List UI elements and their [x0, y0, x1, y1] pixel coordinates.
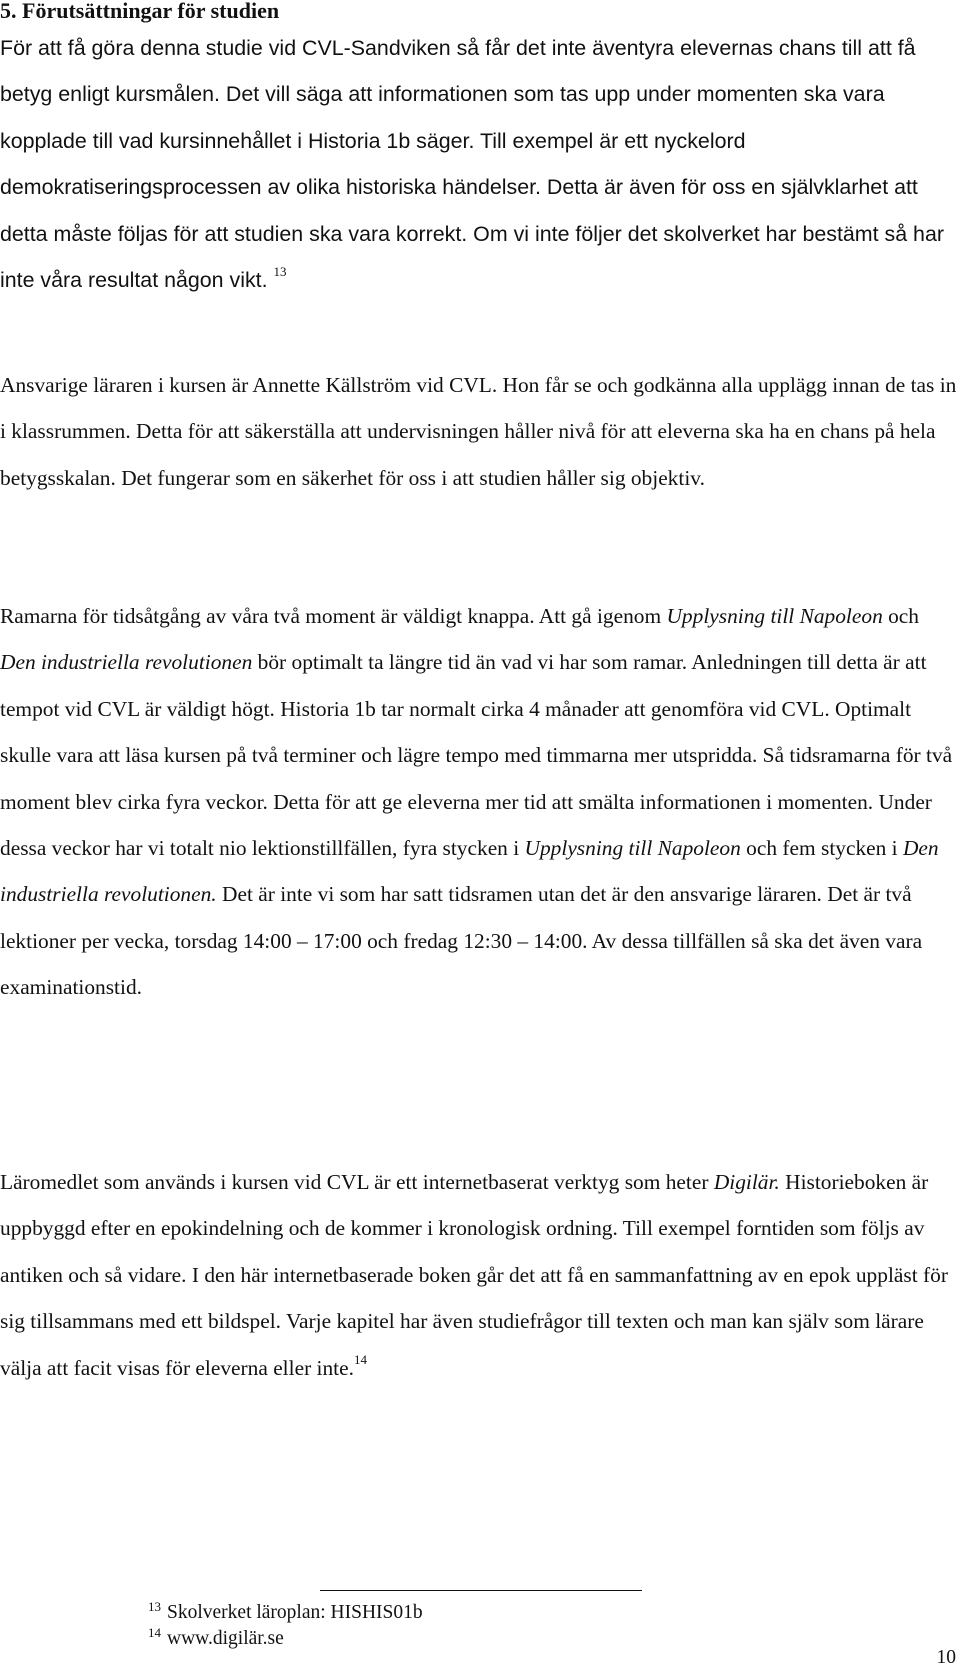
paragraph-text: Historieboken är uppbyggd efter en epokindelning och de kommer i kronologisk ordning. Till exempel forntiden som följs av antiken och så vidare. I den här internetbaserade boken går det att få en sammanfattning av en epok uppläst för sig tillsammans med ett bildspel. Varje kapitel har även studiefrågor till texten och man kan själv som lärare välja att facit visas för eleverna eller inte.: [0, 1170, 948, 1380]
paragraph-text: Läromedlet som används i kursen vid CVL är ett internetbaserat verktyg som heter: [0, 1170, 714, 1194]
paragraph-time-frame: [0, 593, 958, 1011]
title-den-industriella-revolutionen: Den industriella revolutionen.: [0, 836, 939, 907]
footnote-text: Skolverket läroplan: HISHIS01b: [167, 1602, 423, 1623]
footnote-link[interactable]: www.digilär.se: [167, 1628, 284, 1649]
paragraph-text: Ansvarige läraren i kursen är Annette Källström vid CVL. Hon får se och godkänna alla upplägg innan de tas in i klassrummen. Detta för att säkerställa att undervisningen håller nivå för att eleverna ska ha en chans på hela betygsskalan. Det fungerar som en säkerhet för oss i att studien håller sig objektiv.: [0, 373, 957, 490]
footnote-number: 13: [148, 1599, 161, 1614]
page-number: 10: [936, 1647, 956, 1668]
footnote-13: [148, 1601, 423, 1625]
paragraph-study-requirements: [0, 25, 958, 303]
paragraph-text: och fem stycken i: [740, 836, 903, 861]
title-upplysning-till-napoleon: Upplysning till Napoleon: [524, 836, 741, 861]
paragraph-text: bör optimalt ta längre tid än vad vi har som ramar. Anledningen till detta är att tempot vid CVL är väldigt högt. Historia 1b tar normalt cirka 4 månader att genomföra vid CVL. Optimalt skulle vara att läsa kursen på två terminer och lägre tempo med timmarna mer utspridda. Så tidsramarna för två moment blev cirka fyra veckor. Detta för att ge eleverna mer tid att smälta informationen i momenten. Under dessa veckor har vi totalt nio lektionstillfällen, fyra stycken i: [0, 650, 953, 861]
paragraph-text: Det är inte vi som har satt tidsramen utan det är den ansvarige läraren. Det är två lektioner per vecka, torsdag 14:00 – 17:00 och fredag 12:30 – 14:00. Av dessa tillfällen så ska det även vara examinationstid.: [0, 882, 923, 1000]
title-den-industriella-revolutionen: Den industriella revolutionen: [0, 650, 253, 675]
footnote-ref-13: 13: [273, 264, 287, 280]
footnote-divider: [320, 1590, 642, 1591]
footnote-ref-14: 14: [353, 1351, 367, 1367]
paragraph-text: och: [882, 604, 919, 628]
paragraph-text: För att få göra denna studie vid CVL-Sandviken så får det inte äventyra elevernas chans till att få betyg enligt kursmålen. Det vill säga att informationen som tas upp under momenten ska vara kopplade till vad kursinnehållet i Historia 1b säger. Till exempel är ett nyckelord demokratiseringsprocessen av olika historiska händelser. Detta är även för oss en självklarhet att detta måste följas för att studien ska vara korrekt. Om vi inte följer det skolverket har bestämt så har inte våra resultat någon vikt.: [0, 36, 944, 293]
title-digilar: Digilär.: [713, 1170, 780, 1194]
footnote-number: 14: [148, 1625, 161, 1640]
paragraph-responsible-teacher: [0, 362, 958, 501]
paragraph-text: Ramarna för tidsåtgång av våra två moment är väldigt knappa. Att gå igenom: [0, 604, 667, 628]
paragraph-teaching-material: [0, 1159, 958, 1391]
title-upplysning-till-napoleon: Upplysning till Napoleon: [666, 604, 883, 628]
section-heading: 5. Förutsättningar för studien: [0, 0, 280, 23]
footnote-14: [148, 1627, 284, 1651]
